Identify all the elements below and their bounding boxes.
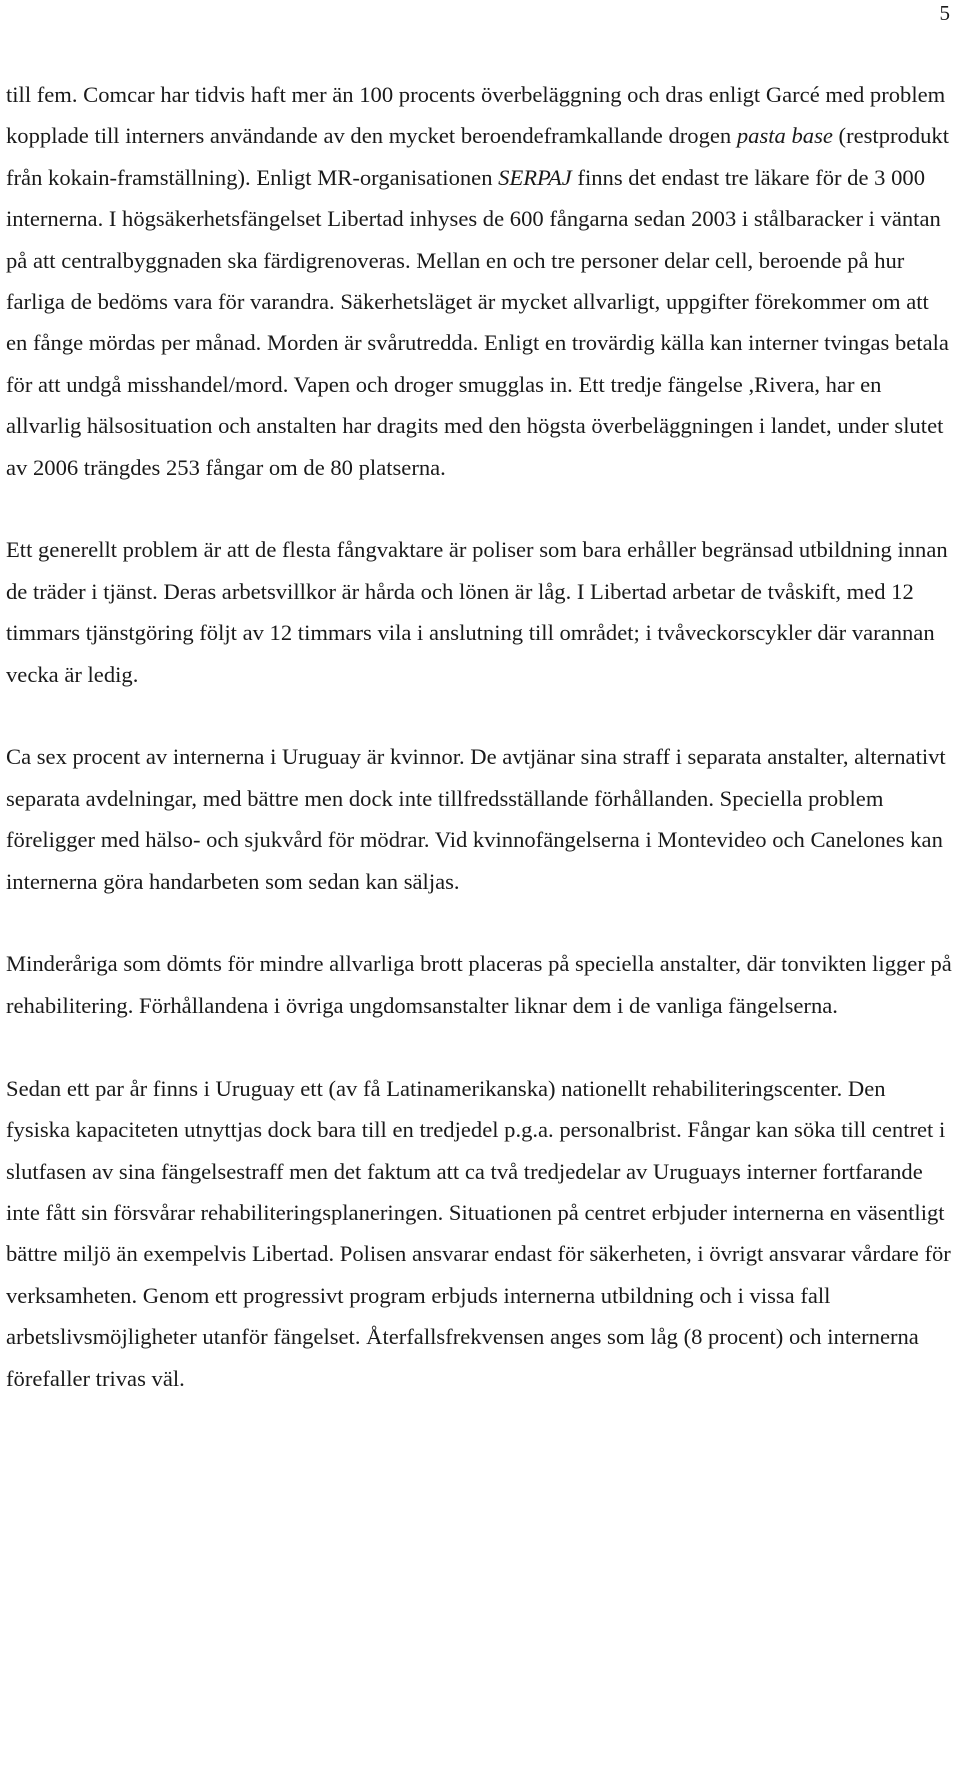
text-run: Ett generellt problem är att de flesta fångvaktare är poliser som bara erhåller begränsad utbildning innan de träder i tjänst. Deras arbetsvillkor är hårda och lönen är låg. I Libertad arbetar de tvåskift, med 12 timmars tjänstgöring följt av 12 timmars vila i anslutning till området; i tvåveckorscykler där varannan vecka är ledig. bbox=[6, 537, 948, 687]
text-run: till fem. Comcar har tidvis haft mer än 100 procents överbeläggning och dras enligt Garcé med problem kopplade till interners användande av den mycket beroendeframkallande drogen bbox=[6, 82, 946, 149]
text-run: (restprodukt från kokain-framställning). Enligt MR-organisationen bbox=[6, 123, 949, 190]
paragraph bbox=[6, 529, 954, 695]
paragraph bbox=[6, 1068, 954, 1399]
italic-term: pasta base bbox=[736, 123, 833, 149]
text-run: finns det endast tre läkare för de 3 000 internerna. I högsäkerhetsfängelset Libertad inhyses de 600 fångarna sedan 2003 i stålbaracker i väntan på att centralbyggnaden ska färdigrenoveras. Mellan en och tre personer delar cell, beroende på hur farliga de bedöms vara för varandra. Säkerhetsläget är mycket allvarligt, uppgifter förekommer om att en fånge mördas per månad. Morden är svårutredda. Enligt en trovärdig källa kan interner tvingas betala för att undgå misshandel/mord. Vapen och droger smugglas in. Ett tredje fängelse ,Rivera, har en allvarlig hälsosituation och anstalten har dragits med den högsta överbeläggningen i landet, under slutet av 2006 trängdes 253 fångar om de 80 platserna. bbox=[6, 164, 949, 480]
italic-term: SERPAJ bbox=[498, 164, 572, 190]
paragraph bbox=[6, 943, 954, 1026]
paragraph bbox=[6, 736, 954, 902]
text-run: Ca sex procent av internerna i Uruguay är kvinnor. De avtjänar sina straff i separata anstalter, alternativt separata avdelningar, med bättre men dock inte tillfredsställande förhållanden. Speciella problem föreligger med hälso- och sjukvård för mödrar. Vid kvinnofängelserna i Montevideo och Canelones kan internerna göra handarbeten som sedan kan säljas. bbox=[6, 744, 946, 894]
paragraph bbox=[6, 74, 954, 488]
page-number: 5 bbox=[939, 1, 950, 25]
text-run: Sedan ett par år finns i Uruguay ett (av få Latinamerikanska) nationellt rehabiliteringscenter. Den fysiska kapaciteten utnyttjas dock bara till en tredjedel p.g.a. personalbrist. Fångar kan söka till centret i slutfasen av sina fängelsestraff men det faktum att ca två tredjedelar av Uruguays interner fortfarande inte fått sin försvårar rehabiliteringsplaneringen. Situationen på centret erbjuder internerna en väsentligt bättre miljö än exempelvis Libertad. Polisen ansvarar endast för säkerheten, i övrigt ansvarar vårdare för verksamheten. Genom ett progressivt program erbjuds internerna utbildning och i vissa fall arbetslivsmöjligheter utanför fängelset. Återfallsfrekvensen anges som låg (8 procent) och internerna förefaller trivas väl. bbox=[6, 1075, 951, 1391]
body-text bbox=[6, 74, 954, 1399]
text-run: Minderåriga som dömts för mindre allvarliga brott placeras på speciella anstalter, där tonvikten ligger på rehabilitering. Förhållandena i övriga ungdomsanstalter liknar dem i de vanliga fängelserna. bbox=[6, 951, 952, 1018]
